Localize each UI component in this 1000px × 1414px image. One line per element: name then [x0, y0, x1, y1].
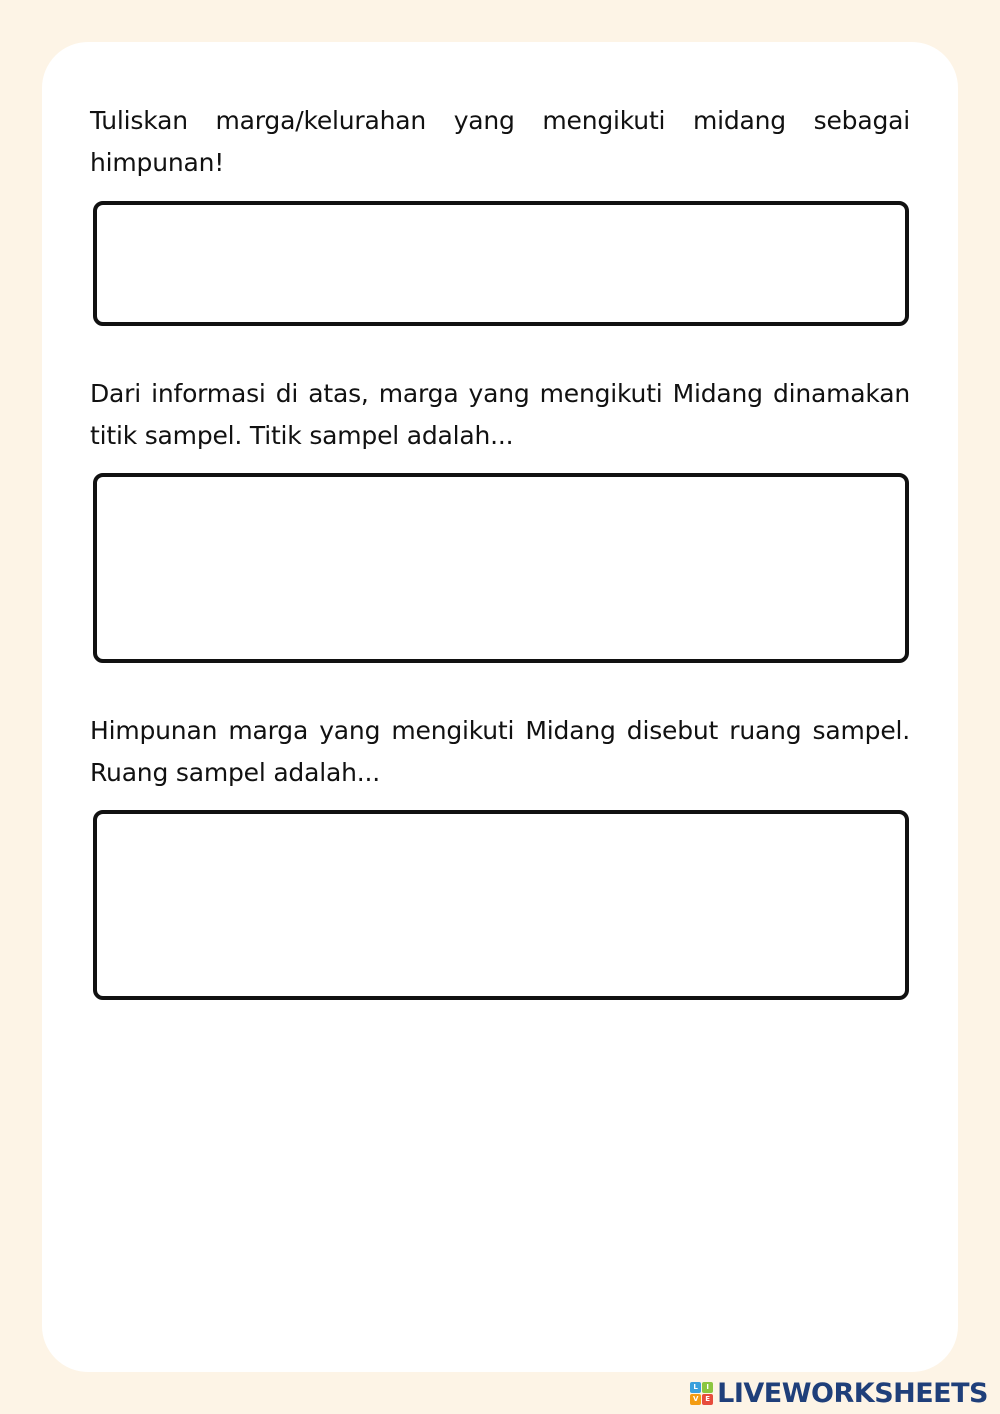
- liveworksheets-brand-text: LIVEWORKSHEETS: [717, 1377, 988, 1409]
- logo-letter-v: V: [690, 1394, 701, 1405]
- question-2-text: Dari informasi di atas, marga yang mengikuti Midang dinamakan titik sampel. Titik sampel adalah...: [90, 379, 910, 450]
- logo-letter-l: L: [690, 1382, 701, 1393]
- logo-letter-e: E: [702, 1394, 713, 1405]
- answer-box-3[interactable]: [93, 810, 909, 1000]
- answer-box-1[interactable]: [93, 201, 909, 326]
- question-3-text: Himpunan marga yang mengikuti Midang disebut ruang sampel. Ruang sampel adalah...: [90, 716, 910, 787]
- question-1-text: Tuliskan marga/kelurahan yang mengikuti midang sebagai himpunan!: [90, 106, 910, 177]
- logo-letter-i: I: [702, 1382, 713, 1393]
- liveworksheets-logo-icon: [690, 1382, 713, 1405]
- liveworksheets-logo: [690, 1378, 988, 1408]
- answer-box-2[interactable]: [93, 473, 909, 663]
